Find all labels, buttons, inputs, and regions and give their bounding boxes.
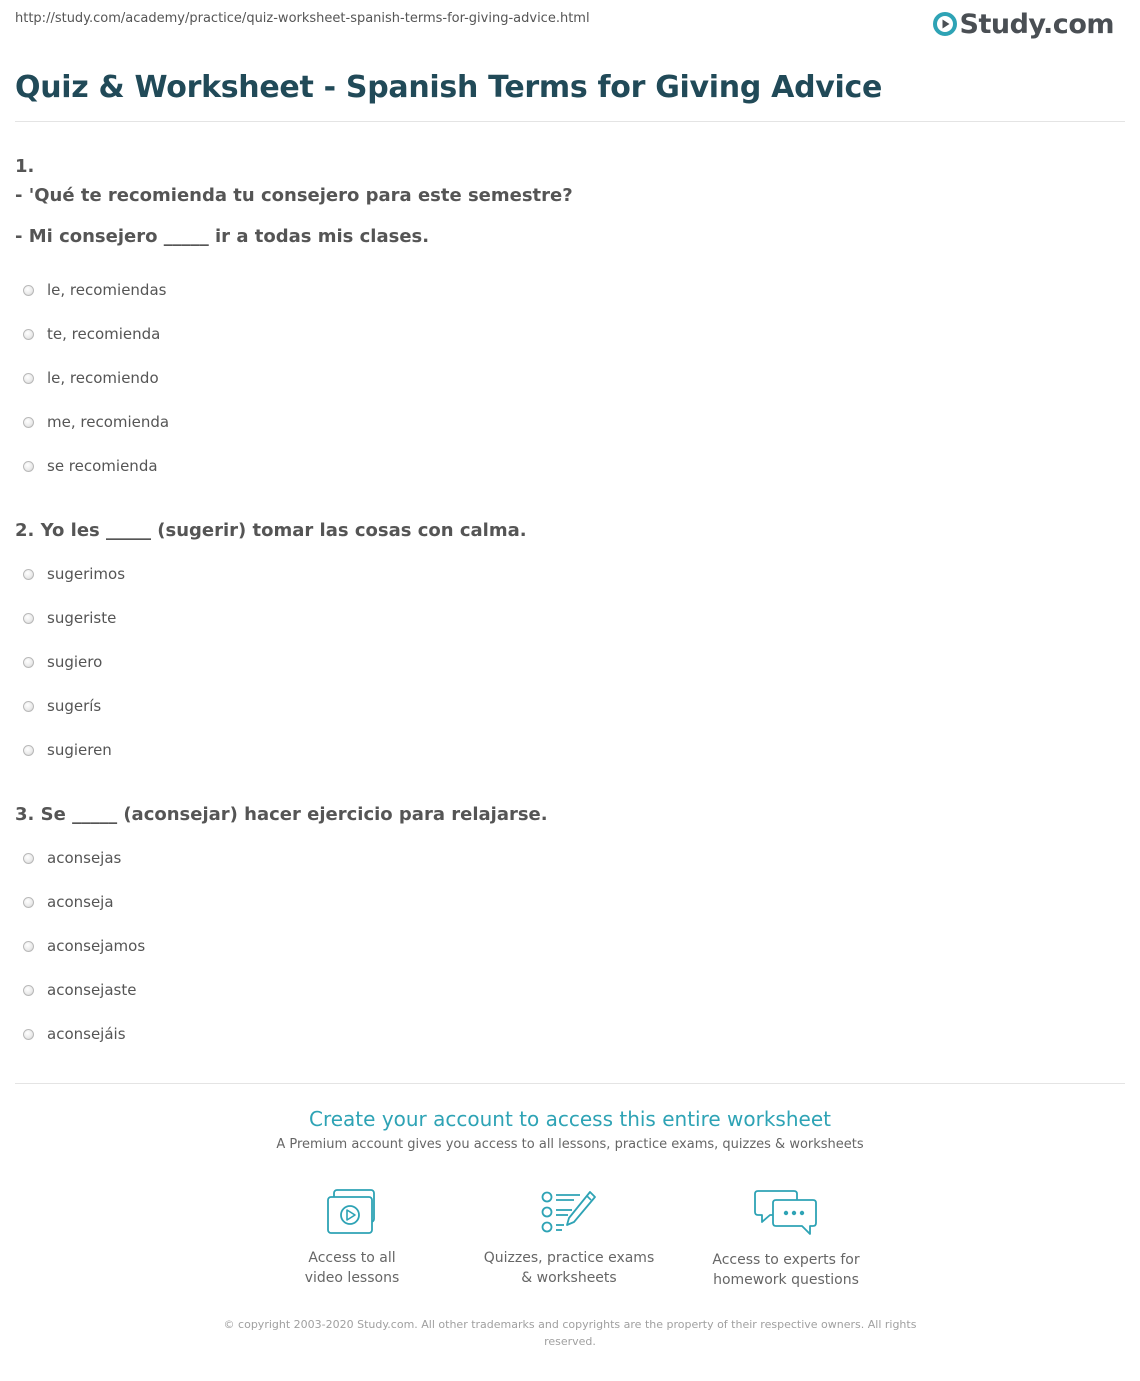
radio-button[interactable]	[23, 373, 34, 384]
question-3-option-1[interactable]	[23, 848, 121, 868]
option-label: le, recomiendas	[47, 281, 167, 299]
option-label: aconsejaste	[47, 981, 137, 999]
question-3-option-5[interactable]	[23, 1024, 126, 1044]
option-label: me, recomienda	[47, 413, 170, 431]
logo-text: Study.com	[959, 8, 1114, 40]
option-label: aconsejáis	[47, 1025, 126, 1043]
question-1-option-2[interactable]	[23, 324, 160, 344]
cta-title-link[interactable]: Create your account to access this entire worksheet	[309, 1107, 831, 1131]
radio-button[interactable]	[23, 853, 34, 864]
page-url: http://study.com/academy/practice/quiz-worksheet-spanish-terms-for-giving-advice.html	[15, 11, 590, 26]
question-2-option-4[interactable]	[23, 696, 101, 716]
chat-bubbles-icon	[754, 1188, 818, 1240]
cta-subtitle: A Premium account gives you access to all lessons, practice exams, quizzes & worksheets	[276, 1137, 864, 1152]
option-label: sugerís	[47, 697, 102, 715]
copyright-notice: © copyright 2003-2020 Study.com. All other trademarks and copyrights are the property of their respective owners. All rights reserved.	[223, 1318, 917, 1348]
question-3-text: 3. Se _____ (aconsejar) hacer ejercicio para relajarse.	[15, 804, 548, 825]
question-1-option-4[interactable]	[23, 412, 169, 432]
radio-button[interactable]	[23, 329, 34, 340]
radio-button[interactable]	[23, 657, 34, 668]
question-2-text: 2. Yo les _____ (sugerir) tomar las cosas con calma.	[15, 520, 527, 541]
radio-button[interactable]	[23, 897, 34, 908]
option-label: sugieren	[47, 741, 112, 759]
question-1-line-2: - Mi consejero _____ ir a todas mis clases.	[15, 226, 430, 247]
checklist-pencil-icon	[540, 1188, 598, 1238]
video-play-icon	[325, 1188, 379, 1238]
question-2-option-5[interactable]	[23, 740, 112, 760]
radio-button[interactable]	[23, 941, 34, 952]
radio-button[interactable]	[23, 461, 34, 472]
question-1-number: 1.	[15, 156, 35, 177]
question-2-option-1[interactable]	[23, 564, 125, 584]
option-label: aconsejas	[47, 849, 122, 867]
question-2-option-2[interactable]	[23, 608, 116, 628]
option-label: aconsejamos	[47, 937, 146, 955]
question-3-option-2[interactable]	[23, 892, 114, 912]
title-divider	[15, 121, 1125, 122]
feature-video-lessons	[252, 1188, 452, 1288]
feature-experts	[686, 1188, 886, 1290]
question-1-option-3[interactable]	[23, 368, 159, 388]
question-1-option-1[interactable]	[23, 280, 166, 300]
feature-quizzes-text: Quizzes, practice exams & worksheets	[483, 1250, 655, 1286]
cta-divider	[15, 1083, 1125, 1084]
radio-button[interactable]	[23, 701, 34, 712]
option-label: se recomienda	[47, 457, 158, 475]
feature-quizzes	[469, 1188, 669, 1288]
question-1-line-1: - 'Qué te recomienda tu consejero para este semestre?	[15, 185, 573, 206]
study-logo[interactable]	[933, 6, 1114, 42]
option-label: te, recomienda	[47, 325, 161, 343]
page-title: Quiz & Worksheet - Spanish Terms for Giving Advice	[15, 70, 883, 105]
option-label: sugerimos	[47, 565, 126, 583]
radio-button[interactable]	[23, 285, 34, 296]
logo-play-icon	[933, 12, 957, 36]
option-label: le, recomiendo	[47, 369, 159, 387]
option-label: aconseja	[47, 893, 114, 911]
feature-experts-text: Access to experts for homework questions	[712, 1252, 860, 1288]
question-3-option-3[interactable]	[23, 936, 145, 956]
radio-button[interactable]	[23, 613, 34, 624]
radio-button[interactable]	[23, 985, 34, 996]
option-label: sugeriste	[47, 609, 117, 627]
question-1-option-5[interactable]	[23, 456, 158, 476]
question-3-option-4[interactable]	[23, 980, 136, 1000]
radio-button[interactable]	[23, 569, 34, 580]
feature-video-lessons-text: Access to all video lessons	[304, 1250, 400, 1286]
radio-button[interactable]	[23, 1029, 34, 1040]
question-2-option-3[interactable]	[23, 652, 102, 672]
option-label: sugiero	[47, 653, 103, 671]
radio-button[interactable]	[23, 417, 34, 428]
radio-button[interactable]	[23, 745, 34, 756]
